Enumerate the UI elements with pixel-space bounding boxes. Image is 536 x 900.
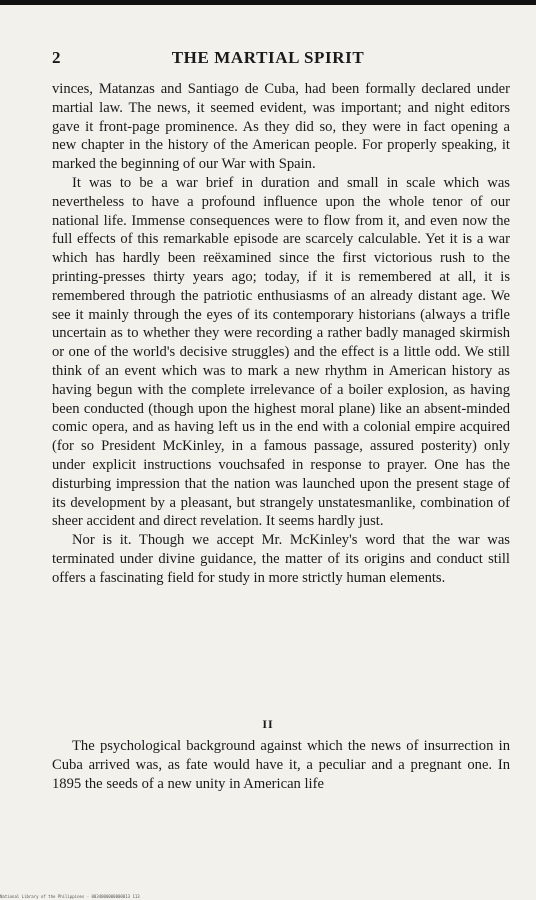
scan-footer-stamp: National Library of the Philippines · 0034000000000013 113 xyxy=(0,894,140,899)
paragraph-psychological-background: The psychological background against which the news of insurrection in Cuba arrived was, as fate would have it, a peculiar and a pregnant one. In 1895 the seeds of a new unity in American life xyxy=(52,738,510,792)
section-heading: II xyxy=(262,717,274,731)
section-text-block xyxy=(52,737,510,793)
paragraph-nor-is-it: Nor is it. Though we accept Mr. McKinley's word that the war was terminated under divine guidance, the matter of its origins and conduct still offers a fascinating field for study in more strictly human elements. xyxy=(52,532,510,586)
body-text-block xyxy=(52,80,510,588)
page-top-border xyxy=(0,0,536,5)
paragraph-war-brief: It was to be a war brief in duration and small in scale which was nevertheless to have a profound influence upon the whole tenor of our national life. Immense consequences were to flow from it, and even now the full effects of this remarkable episode are scarcely calculable. Yet it is a war which has hardly been reëxamined since the first victorious rush to the printing-presses thirty years ago; today, if it is remembered at all, it is remembered through the patriotic enthusiasms of an already distant age. We see it mainly through the eyes of its contemporary historians (always a trifle uncertain as to whether they were recording a rather badly managed skirmish or one of the world's decisive struggles) and the effect is a little odd. We still think of an event which was to mark a new rhythm in American history as having begun with the complete irrelevance of a boiler explosion, as having been conducted (though upon the highest moral plane) like an absent-minded comic opera, and as having left us in the end with a colonial empire acquired (for so President McKinley, in a famous passage, assured posterity) only under explicit instructions vouchsafed in response to prayer. One has the disturbing impression that the nation was launched upon the present stage of its development by a pleasant, but strangely unstatesmanlike, combination of sheer accident and direct revelation. It seems hardly just. xyxy=(52,174,510,530)
page-number: 2 xyxy=(52,48,61,67)
running-head: THE MARTIAL SPIRIT xyxy=(171,48,365,67)
paragraph-continued: vinces, Matanzas and Santiago de Cuba, had been formally declared under martial law. The news, it seemed evident, was important; and night editors gave it front-page prominence. As they did so, they were in fact opening a new chapter in the history of the American people. For properly speaking, it marked the beginning of our War with Spain. xyxy=(52,81,510,173)
